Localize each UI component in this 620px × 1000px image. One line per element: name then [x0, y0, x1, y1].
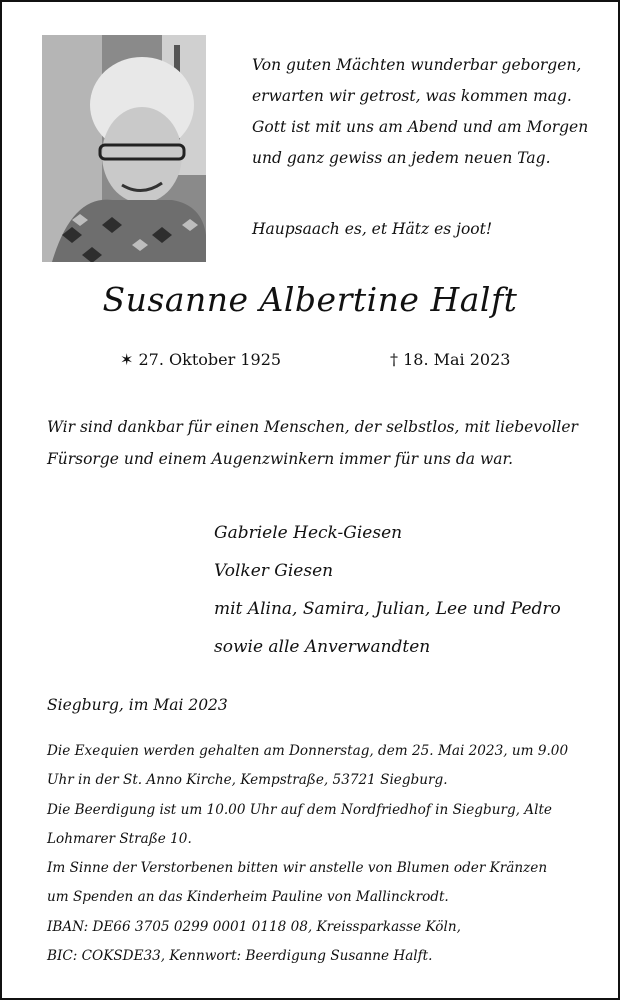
- mourner-entry: sowie alle Anverwandten: [214, 637, 431, 657]
- death-date: † 18. Mai 2023: [390, 350, 511, 369]
- poem-line: Gott ist mit uns am Abend und am Morgen: [252, 118, 589, 136]
- poem-line: und ganz gewiss an jedem neuen Tag.: [252, 149, 551, 167]
- mourner-entry: mit Alina, Samira, Julian, Lee und Pedro: [214, 599, 561, 619]
- info-line: Die Beerdigung ist um 10.00 Uhr auf dem Nordfriedhof in Siegburg, Alte: [47, 801, 552, 818]
- info-line: Die Exequien werden gehalten am Donnerstag, dem 25. Mai 2023, um 9.00: [47, 743, 569, 759]
- poem-block: [252, 50, 592, 245]
- info-line: BIC: COKSDE33, Kennwort: Beerdigung Susanne Halft.: [47, 948, 433, 965]
- tribute-text: [47, 411, 587, 475]
- mourner-entry: Volker Giesen: [214, 561, 334, 581]
- poem-line: Von guten Mächten wunderbar geborgen,: [252, 56, 582, 74]
- birth-date: ✶ 27. Oktober 1925: [120, 350, 282, 369]
- place-date: Siegburg, im Mai 2023: [47, 696, 228, 714]
- info-line: um Spenden an das Kinderheim Pauline von Mallinckrodt.: [47, 889, 449, 906]
- tribute-line: Fürsorge und einem Augenzwinkern immer für uns da war.: [47, 450, 514, 468]
- info-line: Lohmarer Straße 10.: [47, 830, 192, 847]
- portrait-photo: [42, 35, 206, 262]
- info-line: Im Sinne der Verstorbenen bitten wir anstelle von Blumen oder Kränzen: [47, 860, 548, 877]
- info-line: IBAN: DE66 3705 0299 0001 0118 08, Kreissparkasse Köln,: [47, 918, 461, 935]
- poem-line: erwarten wir getrost, was kommen mag.: [252, 87, 572, 105]
- mourner-entry: Gabriele Heck-Giesen: [214, 523, 403, 543]
- service-info: [47, 737, 587, 971]
- portrait-image: [42, 35, 206, 262]
- mourners-list: [214, 514, 594, 666]
- deceased-name: Susanne Albertine Halft: [102, 280, 518, 319]
- motto-line: Haupsaach es, et Hätz es joot!: [252, 220, 493, 238]
- tribute-line: Wir sind dankbar für einen Menschen, der selbstlos, mit liebevoller: [47, 418, 578, 436]
- info-line: Uhr in der St. Anno Kirche, Kempstraße, 53721 Siegburg.: [47, 772, 448, 789]
